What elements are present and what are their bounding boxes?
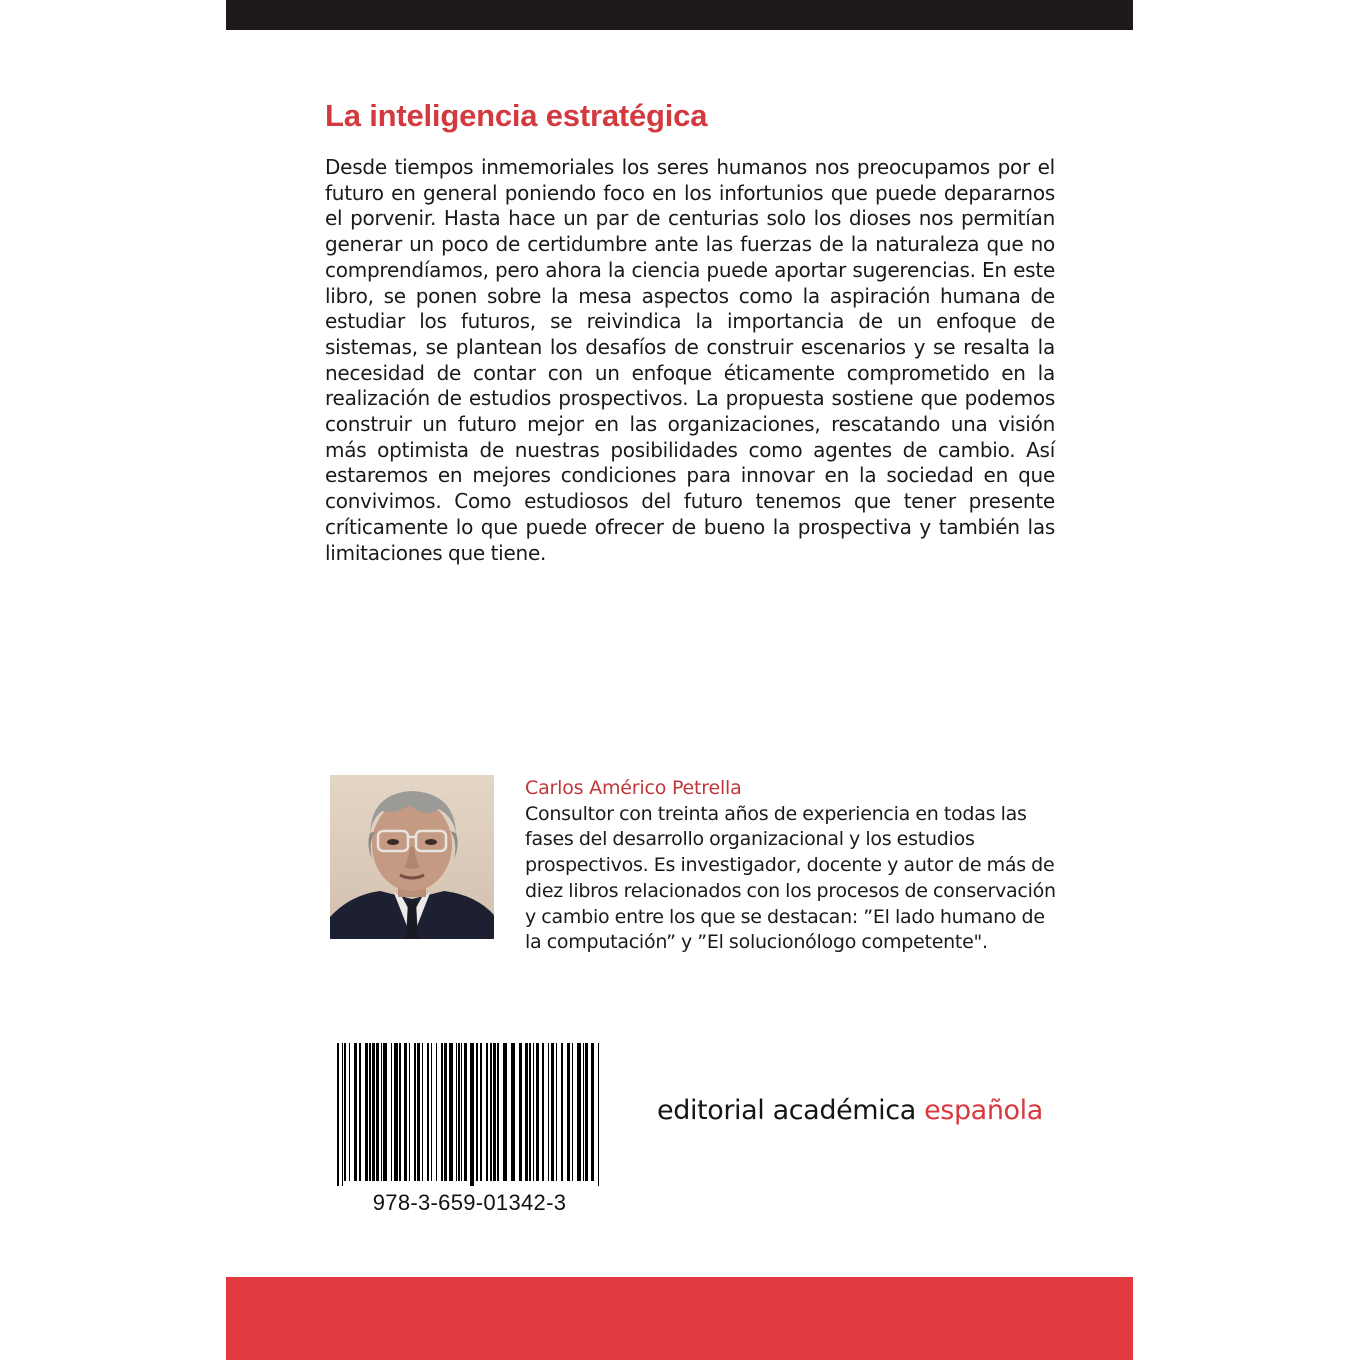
barcode-bar — [456, 1043, 457, 1181]
barcode-bar — [359, 1043, 361, 1181]
barcode-bar — [409, 1043, 410, 1181]
book-title: La inteligencia estratégica — [325, 98, 708, 133]
top-dark-band — [226, 0, 1133, 30]
barcode-bar — [577, 1043, 581, 1181]
barcode-bar — [567, 1043, 570, 1181]
barcode-bar — [519, 1043, 522, 1181]
publisher-logo — [657, 1095, 1043, 1126]
isbn-barcode — [337, 1043, 607, 1186]
barcode-bar — [470, 1043, 474, 1186]
book-back-cover — [226, 0, 1133, 1360]
author-portrait-image — [330, 775, 494, 939]
barcode-bar — [556, 1043, 557, 1181]
barcode-bar — [561, 1043, 563, 1181]
author-block — [525, 776, 1065, 956]
barcode-bar — [585, 1043, 588, 1181]
barcode-bar — [548, 1043, 549, 1181]
barcode-bar — [449, 1043, 453, 1181]
barcode-bar — [529, 1043, 531, 1181]
barcode-bar — [394, 1043, 398, 1181]
barcode-bar — [497, 1043, 499, 1181]
book-blurb: Desde tiempos inmemoriales los seres humanos nos preocupamos por el futuro en general poniendo foco en los infortunios que puede depararnos el porvenir. Hasta hace un par de centurias solo los dioses nos permitían generar un poco de certidumbre ante las fuerzas de la naturaleza que no comprendíamos, pero ahora la ciencia puede aportar sugerencias. En este libro, se ponen sobre la mesa aspectos como la aspiración humana de estudiar los futuros, se reivindica la importancia de un enfoque de sistemas, se plantean los desafíos de construir escenarios y se resalta la necesidad de contar con un enfoque éticamente comprometido en la realización de estudios prospectivos. La propuesta sostiene que podemos construir un futuro mejor en las organizaciones, rescatando una visión más optimista de nuestras posibilidades como agentes de cambio. Así estaremos en mejores condiciones para innovar en la sociedad en que convivimos. Como estudiosos del futuro tenemos que tener presente críticamente lo que puede ofrecer de bueno la prospectiva y también las limitaciones que tiene. — [325, 155, 1055, 565]
barcode-bar — [503, 1043, 507, 1181]
barcode-bar — [490, 1043, 492, 1181]
barcode-bar — [417, 1043, 420, 1181]
barcode-bar — [381, 1043, 382, 1181]
barcode-bar — [344, 1043, 346, 1181]
barcode-bar — [598, 1043, 599, 1186]
barcode-bar — [376, 1043, 379, 1181]
barcode-bar — [493, 1043, 496, 1181]
barcode-bar — [583, 1043, 584, 1181]
barcode-bar — [486, 1043, 488, 1181]
barcode-bar — [551, 1043, 554, 1181]
barcode-bar — [572, 1043, 573, 1181]
barcode-bar — [542, 1043, 544, 1181]
author-name: Carlos Américo Petrella — [525, 777, 742, 799]
barcode-bar — [422, 1043, 423, 1181]
barcode-bar — [464, 1043, 467, 1181]
barcode-bar — [533, 1043, 534, 1181]
barcode-bar — [461, 1043, 462, 1181]
barcode-bar — [427, 1043, 429, 1181]
barcode-bar — [591, 1043, 594, 1181]
bottom-red-band — [226, 1277, 1133, 1360]
barcode-bar — [525, 1043, 528, 1181]
barcode-bar — [536, 1043, 539, 1181]
barcode-bar — [372, 1043, 375, 1181]
barcode-bar — [349, 1043, 350, 1181]
barcode-bar — [458, 1043, 460, 1181]
barcode-bar — [383, 1043, 387, 1181]
barcode-bar — [342, 1043, 343, 1186]
barcode-bar — [369, 1043, 371, 1181]
barcode-bar — [354, 1043, 357, 1181]
barcode-bar — [399, 1043, 401, 1181]
author-bio: Consultor con treinta años de experiencia en todas las fases del desarrollo organizacional y los estudios prospectivos. Es investigador, docente y autor de más de diez libros relacionados con los procesos de conservación y cambio entre los que se destacan: ”El lado humano de la computación” y ”El solucionólogo competente". — [525, 802, 1056, 954]
author-photo — [330, 775, 494, 939]
barcode-bar — [414, 1043, 416, 1181]
barcode-bar — [391, 1043, 392, 1181]
barcode-bar — [404, 1043, 407, 1181]
barcode-bar — [480, 1043, 482, 1181]
isbn-number: 978-3-659-01342-3 — [372, 1190, 567, 1215]
barcode-bar — [431, 1043, 432, 1181]
barcode-bar — [511, 1043, 515, 1181]
barcode-bar — [476, 1043, 478, 1181]
barcode-bar — [444, 1043, 447, 1181]
barcode-bar — [441, 1043, 443, 1181]
barcode-bar — [436, 1043, 437, 1181]
publisher-name-main: editorial académica — [657, 1095, 916, 1126]
barcode-bar — [365, 1043, 368, 1181]
publisher-name-accent: española — [924, 1095, 1043, 1126]
barcode-bar — [337, 1043, 339, 1186]
